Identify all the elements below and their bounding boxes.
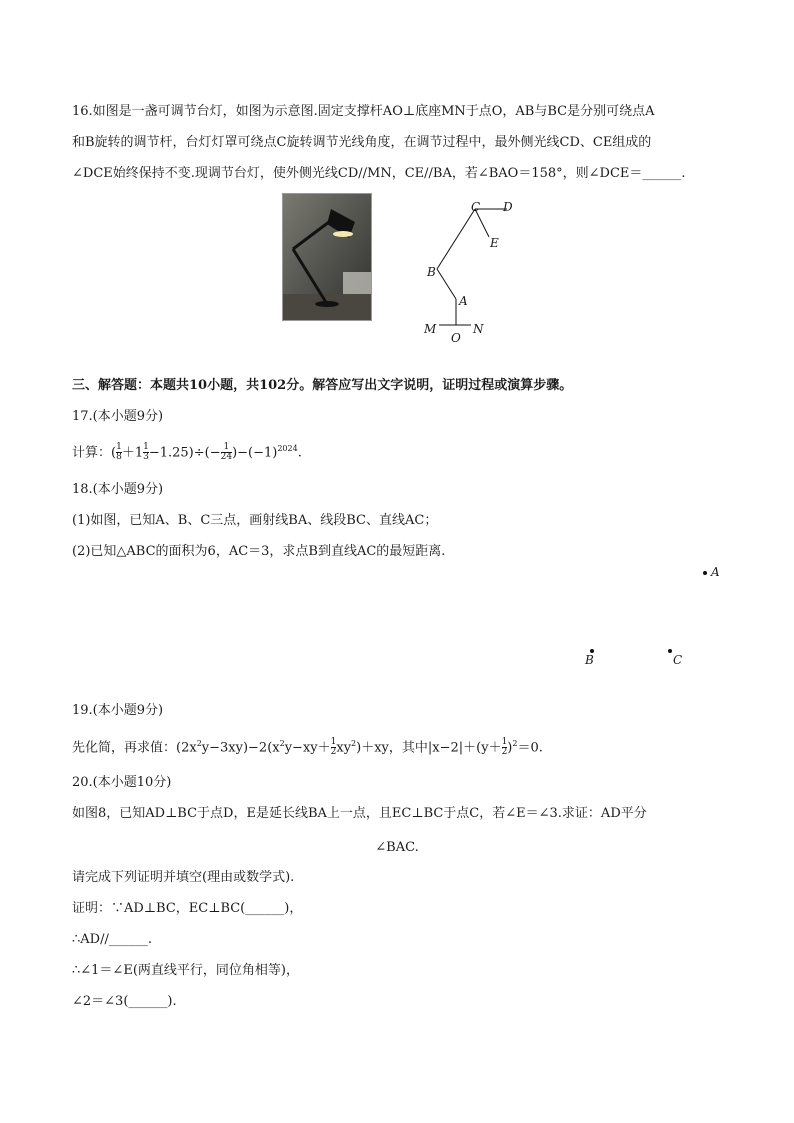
q19-head: 19.(本小题9分) bbox=[72, 703, 164, 718]
q20-line6: ∠2＝∠3(______). bbox=[72, 994, 177, 1009]
q18-line2: (2)已知△ABC的面积为6，AC＝3，求点B到直线AC的最短距离. bbox=[72, 544, 446, 559]
label-e: E bbox=[490, 236, 499, 250]
point-a-label: A bbox=[711, 565, 720, 579]
label-d: D bbox=[503, 200, 513, 214]
q16-line1: 16.如图是一盏可调节台灯，如图为示意图.固定支撑杆AO⊥底座MN于点O，AB与BC是分别可绕点A bbox=[72, 104, 655, 119]
q19-expression: 先化简，再求值：$(2x^2y-3xy)-2(x^2y-xy+$ $\frac{1}{2}$ $xy^2)+xy$，其中|x−2|＋(y＋ $\frac{1}{2}$ )$^2$＝0. bbox=[72, 737, 543, 758]
q17-head: 17.(本小题9分) bbox=[72, 409, 164, 424]
q18-line1: (1)如图，已知A、B、C三点，画射线BA、线段BC、直线AC； bbox=[72, 513, 438, 528]
label-c: C bbox=[471, 200, 481, 214]
label-a: A bbox=[459, 294, 468, 308]
label-m: M bbox=[424, 322, 437, 336]
q16-line3: ∠DCE始终保持不变.现调节台灯，使外侧光线CD//MN，CE//BA，若∠BAO＝158°，则∠DCE＝______. bbox=[72, 166, 686, 181]
q20-line4: ∴AD//______. bbox=[72, 932, 152, 947]
label-n: N bbox=[473, 322, 484, 336]
point-c-label: C bbox=[673, 653, 683, 667]
q17-expression: 计算：( $\frac{1}{8}$ ＋1 $\frac{1}{3}$ −1.25)÷(− $\frac{1}{24}$ )$-(-1)^{2024}$. bbox=[72, 442, 302, 463]
label-o: O bbox=[451, 331, 461, 345]
segment-cb bbox=[437, 209, 475, 269]
q20-line1b: ∠BAC. bbox=[375, 840, 419, 855]
section-three-heading: 三、解答题：本题共10小题，共102分。解答应写出文字说明，证明过程或演算步骤。 bbox=[72, 378, 573, 393]
q20-line2: 请完成下列证明并填空(理由或数学式). bbox=[72, 870, 295, 885]
point-c-dot bbox=[668, 649, 672, 653]
q20-head: 20.(本小题10分) bbox=[72, 775, 172, 790]
lamp-photo bbox=[282, 193, 372, 321]
q20-line3: 证明：∵AD⊥BC，EC⊥BC(______)， bbox=[72, 901, 303, 916]
q18-head: 18.(本小题9分) bbox=[72, 482, 164, 497]
point-a-dot bbox=[703, 571, 707, 575]
label-b: B bbox=[427, 265, 436, 279]
point-b-label: B bbox=[585, 653, 594, 667]
q16-line2: 和B旋转的调节杆，台灯灯罩可绕点C旋转调节光线角度，在调节过程中，最外侧光线CD、CE组成的 bbox=[72, 135, 652, 150]
q20-line1: 如图8，已知AD⊥BC于点D，E是延长线BA上一点，且EC⊥BC于点C，若∠E＝∠3.求证：AD平分 bbox=[72, 806, 647, 821]
segment-ba bbox=[437, 269, 456, 299]
q20-line5: ∴∠1＝∠E(两直线平行，同位角相等)， bbox=[72, 963, 299, 978]
